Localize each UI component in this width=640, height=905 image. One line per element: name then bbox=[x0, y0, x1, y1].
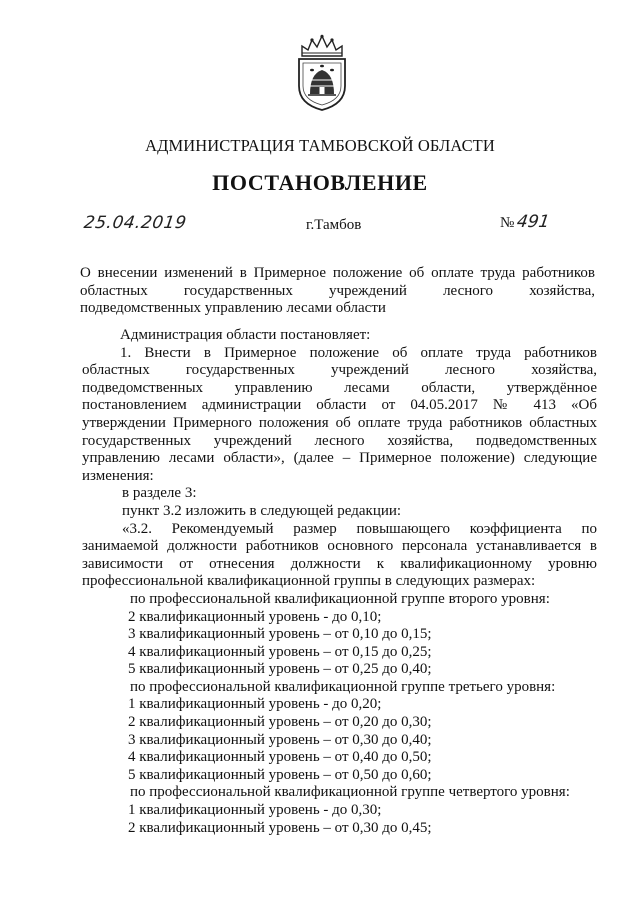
item1-line: изменения: bbox=[82, 467, 154, 484]
item1-line: утверждении Примерного положения об оплате труда работников областных bbox=[82, 414, 597, 431]
document-type-title: ПОСТАНОВЛЕНИЕ bbox=[212, 170, 428, 195]
item1-line: областных государственных учреждений лесного хозяйства, bbox=[82, 362, 597, 379]
new-text-line: профессиональной квалификационной группы в следующих размерах: bbox=[82, 573, 536, 590]
document-body bbox=[82, 327, 597, 837]
qualification-level: 5 квалификационный уровень – от 0,50 до 0,60; bbox=[128, 766, 432, 783]
number-sign: № bbox=[500, 215, 515, 231]
document-date: 25.04.2019 bbox=[82, 213, 188, 233]
qualification-level: 5 квалификационный уровень – от 0,25 до 0,40; bbox=[128, 661, 432, 678]
document-subject bbox=[80, 265, 595, 318]
number-value: 491 bbox=[515, 212, 552, 232]
new-text-line: занимаемой должности работников основного персонала устанавливается в bbox=[82, 538, 597, 555]
clause-instruction: пункт 3.2 изложить в следующей редакции: bbox=[122, 502, 402, 519]
document-city: г.Тамбов bbox=[306, 217, 362, 233]
new-text-line: «3.2. Рекомендуемый размер повышающего коэффициента по bbox=[122, 520, 597, 537]
group4-title: по профессиональной квалификационной группе четвертого уровня: bbox=[130, 784, 570, 801]
qualification-level: 1 квалификационный уровень - до 0,20; bbox=[128, 696, 382, 713]
group2-title: по профессиональной квалификационной группе второго уровня: bbox=[130, 590, 550, 607]
issuing-authority: АДМИНИСТРАЦИЯ ТАМБОВСКОЙ ОБЛАСТИ bbox=[145, 136, 495, 155]
item1-line: подведомственных управлению лесами области, утверждённое bbox=[82, 379, 597, 396]
subject-line: подведомственных управлению лесами области bbox=[80, 300, 386, 317]
qualification-level: 1 квалификационный уровень - до 0,30; bbox=[128, 802, 382, 819]
qualification-level: 3 квалификационный уровень – от 0,10 до 0,15; bbox=[128, 626, 432, 643]
qualification-level: 4 квалификационный уровень – от 0,40 до 0,50; bbox=[128, 749, 432, 766]
subject-line: О внесении изменений в Примерное положение об оплате труда работников bbox=[80, 265, 595, 281]
qualification-level: 2 квалификационный уровень – от 0,20 до 0,30; bbox=[128, 714, 432, 731]
item1-line: государственных учреждений лесного хозяйства, подведомственных bbox=[82, 432, 597, 449]
preamble: Администрация области постановляет: bbox=[120, 327, 371, 343]
group3-title: по профессиональной квалификационной группе третьего уровня: bbox=[130, 678, 556, 695]
item1-line: 1. Внести в Примерное положение об оплате труда работников bbox=[120, 344, 597, 361]
item1-line: постановлением администрации области от 04.05.2017 № 413 «Об bbox=[82, 397, 597, 414]
new-text-line: зависимости от отнесения должности к квалификационному уровню bbox=[82, 555, 597, 572]
qualification-level: 4 квалификационный уровень – от 0,15 до 0,25; bbox=[128, 643, 432, 660]
subject-line: областных государственных учреждений лесного хозяйства, bbox=[80, 282, 595, 299]
qualification-level: 2 квалификационный уровень – от 0,30 до 0,45; bbox=[128, 819, 432, 836]
section-reference: в разделе 3: bbox=[122, 485, 197, 502]
coat-of-arms-emblem bbox=[296, 34, 348, 112]
document-number bbox=[500, 212, 550, 232]
item1-line: управлению лесами области», (далее – Примерное положение) следующие bbox=[82, 450, 597, 467]
qualification-level: 2 квалификационный уровень - до 0,10; bbox=[128, 608, 382, 625]
qualification-level: 3 квалификационный уровень – от 0,30 до 0,40; bbox=[128, 731, 432, 748]
